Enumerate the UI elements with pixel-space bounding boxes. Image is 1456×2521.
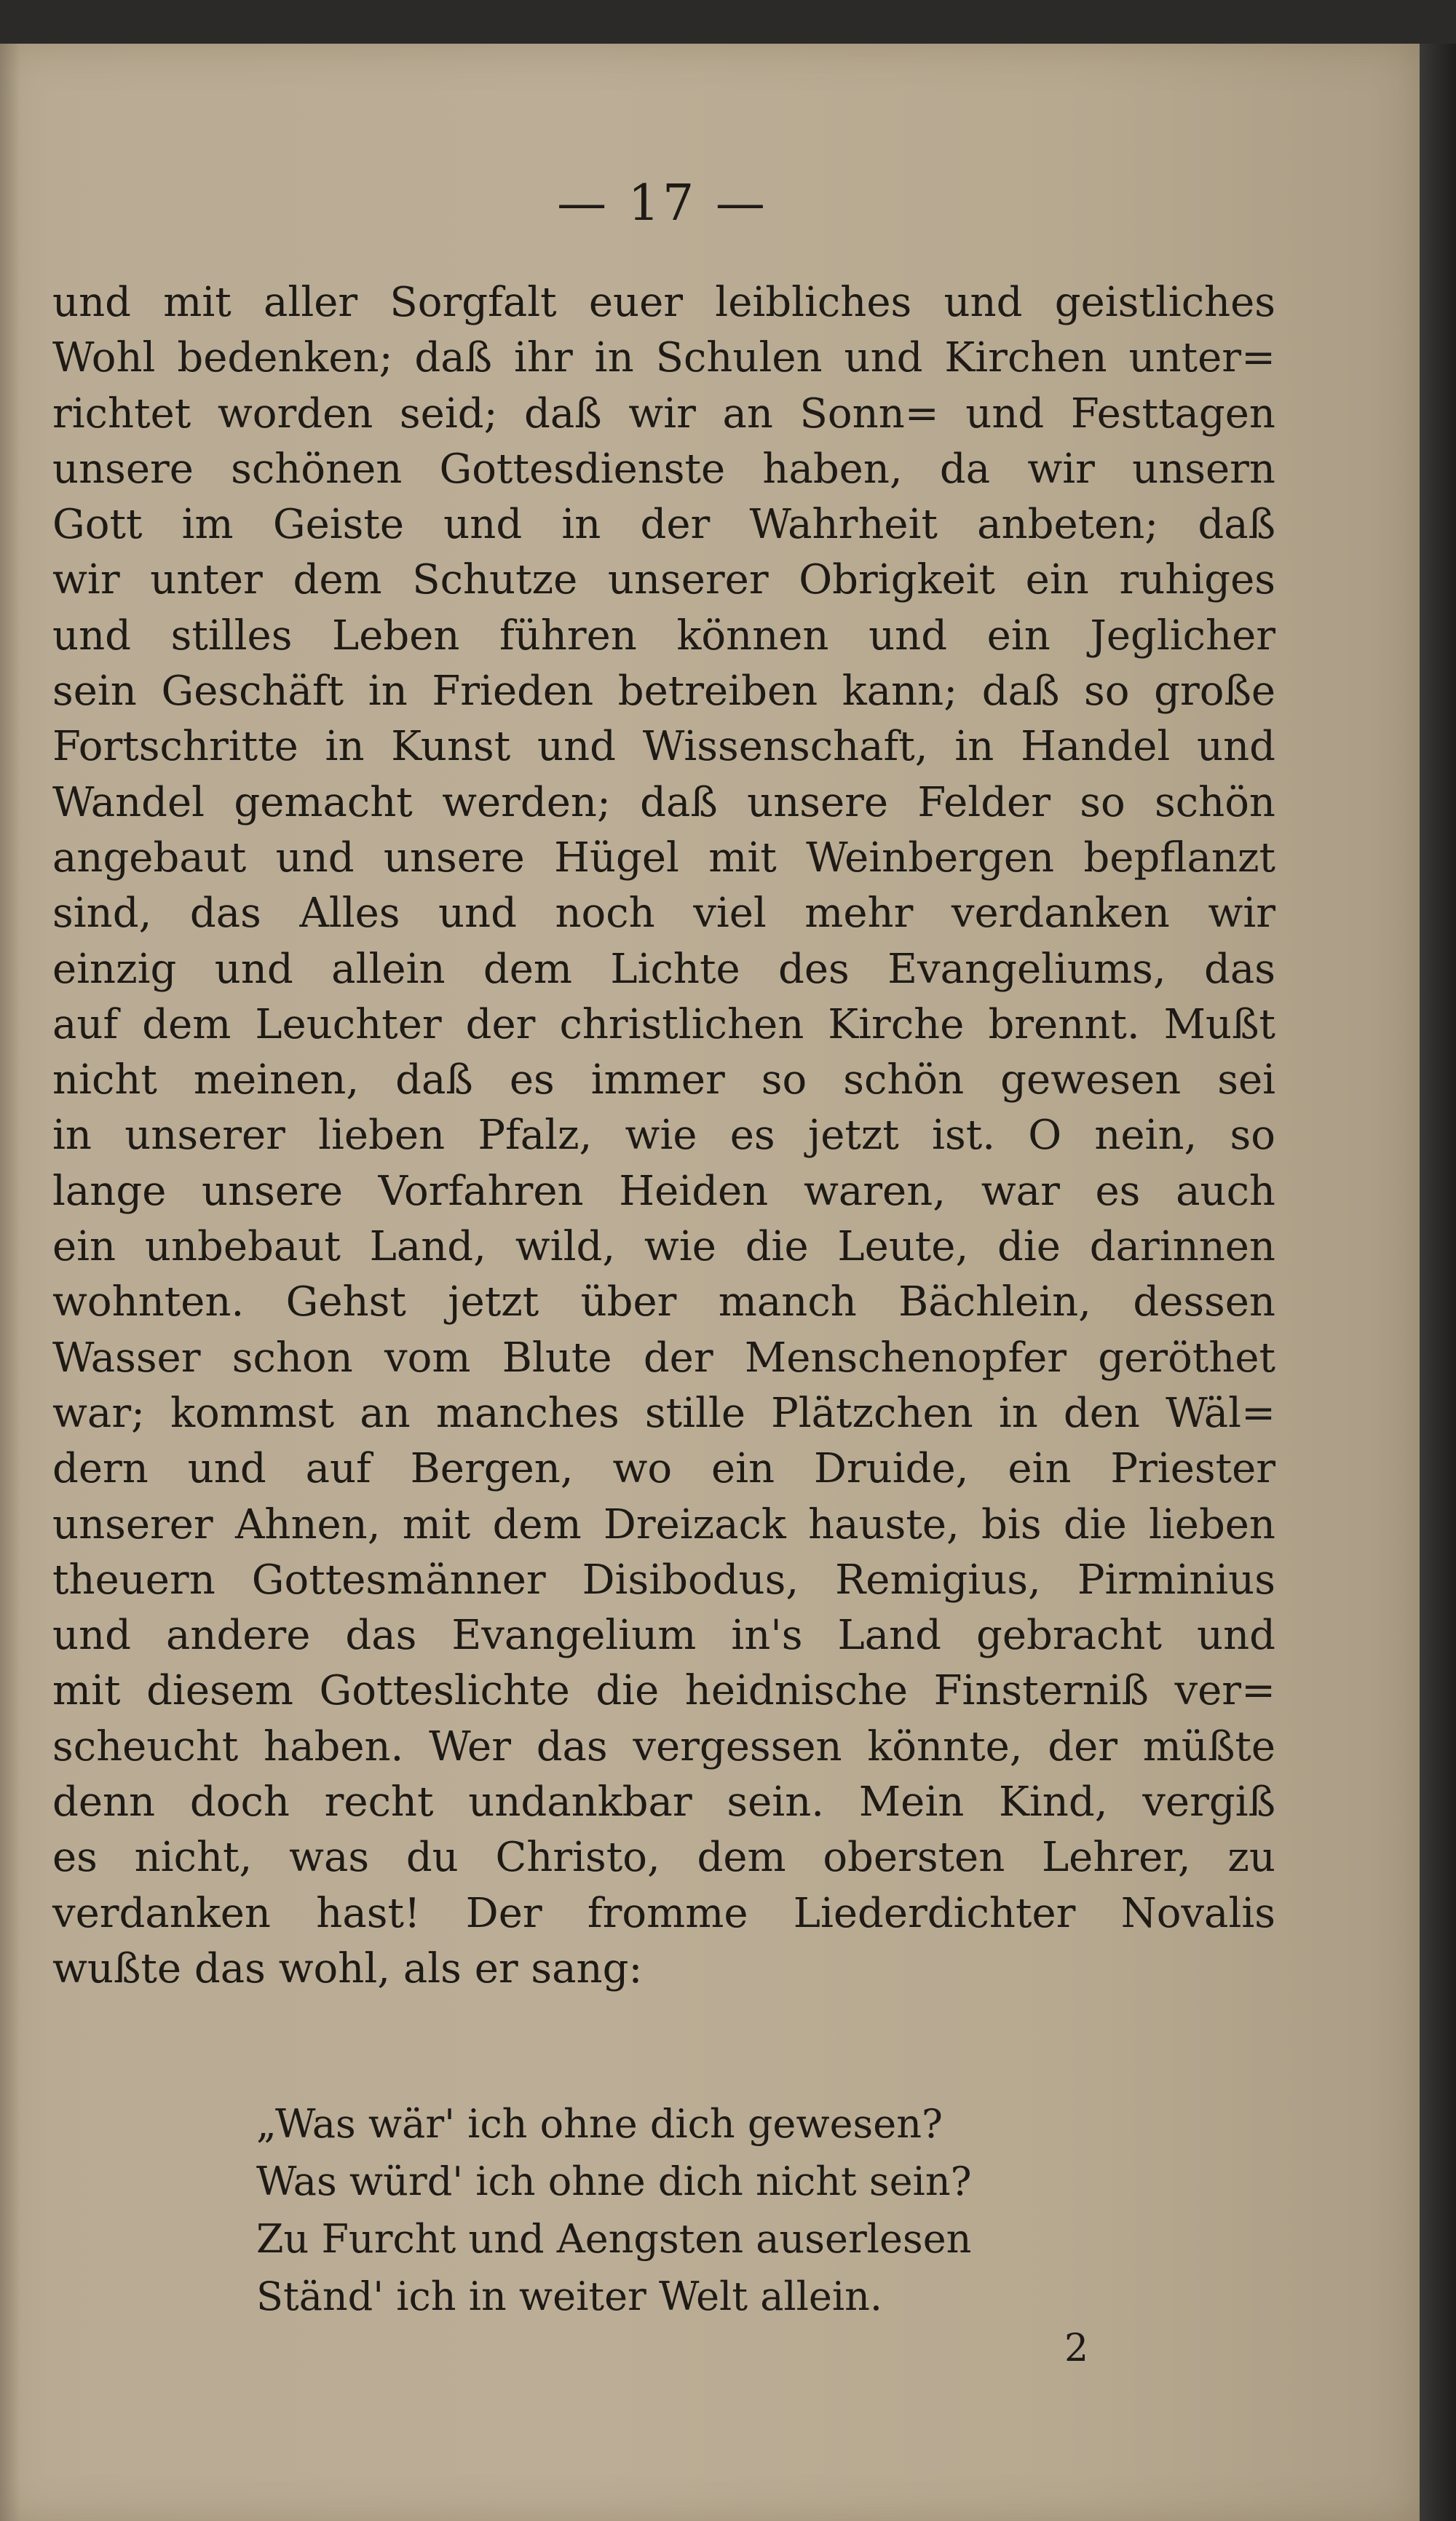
text-line: Wasser schon vom Blute der Menschenopfer geröthet xyxy=(52,1334,1275,1382)
verse-line: „Was wär' ich ohne dich gewesen? xyxy=(256,2101,943,2147)
text-line: lange unsere Vorfahren Heiden waren, war es auch xyxy=(52,1167,1275,1215)
text-line: in unserer lieben Pfalz, wie es jetzt ist. O nein, so xyxy=(52,1112,1275,1160)
text-line: wohnten. Gehst jetzt über manch Bächlein, dessen xyxy=(52,1278,1275,1326)
verse-quote xyxy=(256,2095,1093,2325)
text-line: unserer Ahnen, mit dem Dreizack hauste, bis die lieben xyxy=(52,1500,1275,1548)
body-paragraph xyxy=(52,275,1275,1997)
verse-line: Was würd' ich ohne dich nicht sein? xyxy=(256,2158,972,2204)
text-line: Wohl bedenken; daß ihr in Schulen und Kirchen unter= xyxy=(52,334,1275,382)
text-line: theuern Gottesmänner Disibodus, Remigius, Pirminius xyxy=(52,1556,1275,1604)
text-line: sind, das Alles und noch viel mehr verdanken wir xyxy=(52,890,1275,938)
text-line: unsere schönen Gottesdienste haben, da wir unsern xyxy=(52,445,1275,493)
text-line: und mit aller Sorgfalt euer leibliches und geistliches xyxy=(52,279,1275,326)
text-line: wußte das wohl, als er sang: xyxy=(52,1944,643,1992)
book-binding-edge xyxy=(1420,44,1456,2521)
text-line: verdanken hast! Der fromme Liederdichter Novalis xyxy=(52,1889,1275,1937)
text-line: auf dem Leuchter der christlichen Kirche brennt. Mußt xyxy=(52,1000,1275,1048)
text-line: mit diesem Gotteslichte die heidnische Finsterniß ver= xyxy=(52,1667,1275,1715)
text-line: richtet worden seid; daß wir an Sonn= und Festtagen xyxy=(52,389,1275,438)
verse-line: Ständ' ich in weiter Welt allein. xyxy=(256,2273,883,2319)
page-number: — 17 — xyxy=(557,175,768,232)
page-gutter-shadow xyxy=(0,44,20,2521)
text-line: denn doch recht undankbar sein. Mein Kind, vergiß xyxy=(52,1778,1275,1827)
text-line: und stilles Leben führen können und ein Jeglicher xyxy=(52,612,1275,660)
text-line: war; kommst an manches stille Plätzchen in den Wäl= xyxy=(52,1389,1275,1437)
text-line: nicht meinen, daß es immer so schön gewesen sei xyxy=(52,1056,1275,1104)
text-line: scheucht haben. Wer das vergessen könnte, der müßte xyxy=(52,1722,1275,1770)
text-line: dern und auf Bergen, wo ein Druide, ein Priester xyxy=(52,1445,1275,1493)
text-line: Gott im Geiste und in der Wahrheit anbeten; daß xyxy=(52,501,1275,549)
text-line: wir unter dem Schutze unserer Obrigkeit ein ruhiges xyxy=(52,556,1275,604)
text-line: angebaut und unsere Hügel mit Weinbergen bepflanzt xyxy=(52,834,1275,882)
text-line: es nicht, was du Christo, dem obersten Lehrer, zu xyxy=(52,1834,1275,1882)
text-line: ein unbebaut Land, wild, wie die Leute, die darinnen xyxy=(52,1223,1275,1271)
text-line: Wandel gemacht werden; daß unsere Felder so schön xyxy=(52,778,1275,826)
verse-line: Zu Furcht und Aengsten auserlesen xyxy=(256,2216,972,2262)
text-line: sein Geschäft in Frieden betreiben kann; daß so große xyxy=(52,668,1275,716)
text-line: und andere das Evangelium in's Land gebracht und xyxy=(52,1612,1275,1660)
text-line: einzig und allein dem Lichte des Evangeliums, das xyxy=(52,945,1275,993)
text-line: Fortschritte in Kunst und Wissenschaft, in Handel und xyxy=(52,723,1275,771)
signature-mark: 2 xyxy=(1064,2327,1089,2370)
